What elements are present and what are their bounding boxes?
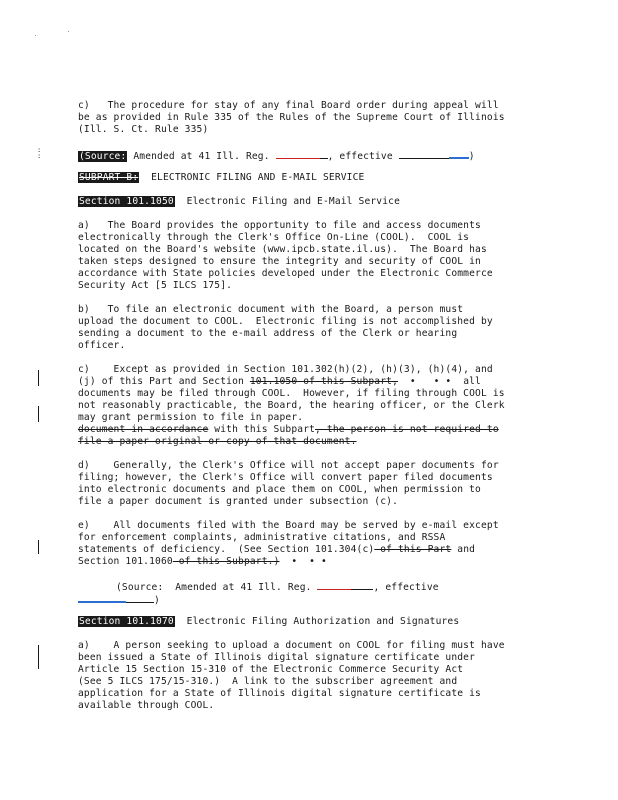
para-c2-struck: , the person is not required to [315,424,499,435]
effective-blank [399,149,449,159]
para-a2-line: available through COOL. [78,700,215,711]
source-text: Amended at 41 Ill. Reg. [127,151,276,162]
source-note-2-cont [78,592,160,607]
para-a-line: located on the Board's website (www.ipcb.state.il.us). The Board has [78,244,487,255]
para-e-struck: of this Part [374,544,452,555]
para-a2-line: (See 5 ILCS 175/15-310.) A link to the subscriber agreement and [78,676,458,687]
para-b-line: officer. [78,340,126,351]
para-c2-text: (j) of this Part and Section [78,376,250,387]
reg-blank-red [317,580,351,590]
para-a-line: Security Act [5 ILCS 175]. [78,280,233,291]
source2-text: (Source: Amended at 41 Ill. Reg. [116,582,318,593]
para-c2-struck-line: file a paper original or copy of that document. [78,436,357,447]
source-close: ) [468,151,475,162]
reg-blank [320,149,328,159]
para-a2-line: Article 15 Section 15-310 of the Electronic Commerce Security Act [78,664,464,675]
source2-effective: , effective [373,582,439,593]
source-effective: , effective [327,151,399,162]
para-c2-struck: document in accordance [78,424,209,435]
para-a-line: accordance with State policies developed under the Electronic Commerce [78,268,493,279]
subpart-title: ELECTRONIC FILING AND E-MAIL SERVICE [139,172,365,183]
effective-blank-blue [449,148,469,159]
change-bar [38,645,39,669]
effective-blank [126,593,154,603]
section-1070-marker: Section 101.1070 [79,616,174,627]
para-c2-line [78,424,499,436]
para-c2-text: with this Subpart [208,424,316,435]
para-e-line [78,556,327,568]
para-b-line: sending a document to the e-mail address of the Clerk or hearing [78,328,458,339]
para-a2-line: a) A person seeking to upload a document on COOL for filing must have [78,640,505,651]
para-a-line: taken steps designed to ensure the integrity and security of COOL in [78,256,481,267]
section-1070-title: Electronic Filing Authorization and Signatures [174,616,460,627]
para-a-line: electronically through the Clerk's Office On-Line (COOL). COOL is [78,232,470,243]
para-c2-struck: 101.1050 of this Subpart, [249,376,399,387]
para-c2-line: c) Except as provided in Section 101.302(h)(2), (h)(3), (h)(4), and [78,364,493,375]
para-a2-line: been issued a State of Illinois digital signature certificate under [78,652,476,663]
source-marker: (Source: [79,151,127,162]
subpart-heading [78,172,364,184]
para-e-inserted: • • • [279,556,327,567]
para-d-line: d) Generally, the Clerk's Office will not accept paper documents for [78,460,499,471]
para-c2-line [78,376,481,388]
change-bar [38,406,39,422]
para-e-line [78,544,475,556]
source-note-2 [116,580,439,594]
subpart-marker: SUBPART B: [79,172,139,183]
para-c1-line: c) The procedure for stay of any final Board order during appeal will [78,100,499,111]
section-1050-heading [78,196,400,208]
para-c2-line: not reasonably practicable, the Board, the hearing officer, or the Clerk [78,400,505,411]
para-c2-line: may grant permission to file in paper. [78,412,304,423]
para-b-line: b) To file an electronic document with the Board, a person must [78,304,464,315]
para-a2-line: application for a State of Illinois digital signature certificate is [78,688,481,699]
reg-blank [351,580,373,590]
para-d-line: filing; however, the Clerk's Office will convert paper filed documents [78,472,493,483]
para-d-line: file a paper document is granted under subsection (c). [78,496,398,507]
para-e-line: for enforcement complaints, administrative citations, and RSSA [78,532,446,543]
section-1050-marker: Section 101.1050 [79,196,174,207]
change-bar [38,370,39,386]
para-c1-line: be as provided in Rule 335 of the Rules of the Supreme Court of Illinois [78,112,505,123]
effective-blank-blue [78,592,126,603]
section-1050-title: Electronic Filing and E-Mail Service [174,196,401,207]
para-e-text: Section 101.1060 [78,556,173,567]
para-b-line: upload the document to COOL. Electronic filing is not accomplished by [78,316,493,327]
source2-close: ) [154,595,160,606]
para-c2-inserted: • • • all [398,376,481,387]
para-e-line: e) All documents filed with the Board may be served by e-mail except [78,520,499,531]
para-e-text: statements of deficiency. (See Section 101.304(c) [78,544,375,555]
scan-speck [35,35,36,36]
source-note-1 [78,148,475,163]
para-c1-line: (Ill. S. Ct. Rule 335) [78,124,209,135]
para-e-text: and [451,544,476,555]
para-e-struck: of this Subpart.) [172,556,280,567]
para-c2-line: documents may be filed through COOL. However, if filing through COOL is [78,388,505,399]
para-d-line: into electronic documents and place them on COOL, when permission to [78,484,481,495]
scan-speck [68,31,69,32]
para-a-line: a) The Board provides the opportunity to file and access documents [78,220,481,231]
margin-dots: : : [37,146,42,160]
change-bar [38,540,39,554]
section-1070-heading [78,616,459,628]
reg-blank-red [276,149,320,159]
